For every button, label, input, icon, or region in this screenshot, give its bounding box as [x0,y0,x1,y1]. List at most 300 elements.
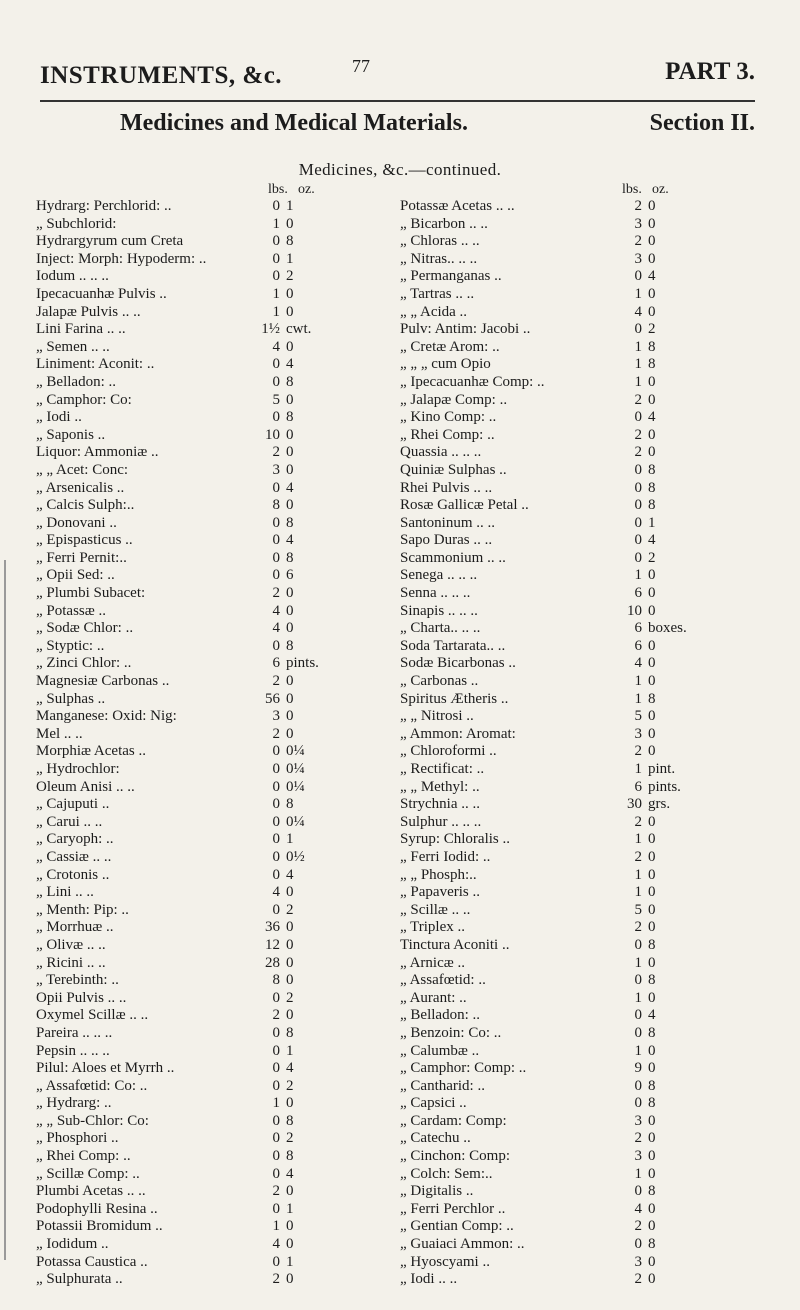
table-row [400,620,687,638]
item-lbs: 1 [634,356,642,373]
table-row [36,708,314,726]
item-name: „ Cassiæ .. .. [36,848,112,865]
item-lbs: 0 [272,373,280,390]
table-row [400,339,678,357]
table-row [400,849,678,867]
item-name: „ Donovani .. [36,514,117,531]
table-row [36,1113,314,1131]
item-lbs: 12 [265,936,280,953]
table-row [400,778,681,797]
table-row [36,304,314,322]
item-name: Sodæ Bicarbonas .. [400,655,516,672]
table-row [36,268,314,286]
table-row [400,497,678,515]
table-row [400,268,678,286]
item-lbs: 2 [634,743,642,760]
table-row [36,1236,314,1254]
section-label: Section II. [649,110,755,136]
table-row [400,726,678,744]
oz-unit-label: oz. [298,182,315,197]
item-name: „ Hyoscyami .. [400,1253,490,1270]
page-number: 77 [352,56,370,76]
header-part: PART 3. [665,58,755,85]
item-lbs: 4 [272,602,280,619]
item-lbs: 0 [272,1253,280,1270]
item-name: „ Jalapæ Comp: .. [400,391,508,408]
item-oz: 8 [648,936,656,953]
table-row [36,831,314,849]
item-oz: 0½ [286,848,305,865]
item-lbs: 2 [272,444,280,461]
item-lbs: 0 [272,1077,280,1094]
table-row [36,567,314,585]
table-row [36,743,314,761]
item-oz: 2 [286,1077,294,1094]
item-name: „ Aurant: .. [400,989,467,1006]
item-lbs: 0 [634,549,642,566]
item-lbs: 4 [272,1236,280,1253]
item-name: „ Semen .. .. [36,338,110,355]
item-lbs: 2 [634,1271,642,1288]
item-lbs: 0 [634,461,642,478]
item-oz: 4 [648,1007,656,1024]
item-name: „ Iodidum .. [36,1236,109,1253]
table-row [36,990,314,1008]
table-row [36,216,314,234]
page-edge-line [4,560,6,1260]
table-title: Medicines, &c.—continued. [298,160,502,179]
item-name: Quiniæ Sulphas .. [400,461,507,478]
item-oz: 4 [648,409,656,426]
item-name: „ „ Nitrosi .. [400,708,474,725]
table-row [400,251,678,269]
item-name: Santoninum .. .. [400,514,496,531]
item-lbs: 4 [634,303,642,320]
item-name: „ Arsenicalis .. [36,479,125,496]
item-oz: 0¼ [286,743,305,760]
table-row [36,427,314,445]
item-lbs: 1 [634,1042,642,1059]
item-name: Opii Pulvis .. .. [36,989,127,1006]
table-row [36,321,314,339]
item-lbs: 10 [265,426,280,443]
units-header [400,178,678,198]
table-row [36,655,319,673]
item-lbs: 2 [634,426,642,443]
table-row [400,814,678,832]
item-oz: pints. [648,778,681,795]
table-row [36,1025,314,1043]
item-oz: 4 [286,356,294,373]
item-name: „ Arnicæ .. [400,954,465,971]
table-row [36,867,314,885]
table-row [400,638,678,656]
item-lbs: 2 [634,813,642,830]
item-oz: 0 [286,497,294,514]
header-left-title: INSTRUMENTS, &c. [40,62,283,89]
item-lbs: 56 [265,690,280,707]
table-row [36,497,314,515]
table-row [36,356,314,374]
item-lbs: 5 [634,901,642,918]
page-subtitle: Medicines and Medical Materials. [120,110,468,136]
item-oz: 8 [648,356,656,373]
item-name: „ „ Methyl: .. [400,778,480,795]
item-lbs: 8 [272,972,280,989]
item-name: Plumbi Acetas .. .. [36,1183,146,1200]
item-oz: 0 [286,585,294,602]
item-name: Quassia .. .. .. [400,444,482,461]
item-oz: 1 [648,514,656,531]
item-oz: 0¼ [286,778,305,795]
table-row [400,356,678,374]
item-oz: 8 [286,1148,294,1165]
item-lbs: 2 [272,1183,280,1200]
item-lbs: 0 [272,848,280,865]
table-row [36,1130,314,1148]
table-row [400,1236,678,1254]
item-lbs: 28 [265,954,280,971]
item-lbs: 8 [272,497,280,514]
item-lbs: 3 [272,708,280,725]
table-row [400,761,678,779]
item-oz: 0 [286,1236,294,1253]
item-lbs: 2 [272,585,280,602]
item-name: Podophylli Resina .. [36,1200,158,1217]
item-oz: grs. [648,796,671,813]
table-row [36,1218,314,1236]
item-name: „ Hydrochlor: [36,761,120,777]
header-rule [40,100,755,102]
table-row [36,585,314,603]
item-name: „ Chloroformi .. [400,743,497,760]
item-oz: 2 [648,321,656,338]
item-oz: pints. [286,655,319,672]
table-row [36,532,314,550]
item-name: „ Ferri Iodid: .. [400,848,491,865]
item-lbs: 1 [272,1218,280,1235]
item-lbs: 0 [634,497,642,514]
item-name: „ Cardam: Comp: [400,1112,507,1129]
item-oz: 0¼ [286,813,305,830]
item-name: „ Lini .. .. [36,884,94,901]
table-row [400,585,678,603]
item-lbs: 4 [272,884,280,901]
item-name: Pepsin .. .. .. [36,1042,110,1059]
item-lbs: 0 [272,866,280,883]
item-name: „ Styptic: .. [36,637,105,654]
item-name: „ Sulphas .. [36,690,106,707]
item-name: „ Scillæ .. .. [400,901,471,918]
item-oz: 0 [648,426,656,443]
table-row [400,1148,678,1166]
item-oz: 8 [648,1024,656,1041]
item-name: „ Caryoph: .. [36,831,114,848]
table-row [36,638,314,656]
oz-unit-label: oz. [652,182,669,197]
units-header [36,178,314,198]
item-name: Morphiæ Acetas .. [36,743,146,760]
item-oz: 0 [286,919,294,936]
table-row [36,1201,314,1219]
item-lbs: 1 [634,884,642,901]
item-lbs: 1 [634,954,642,971]
item-lbs: 2 [634,444,642,461]
item-oz: 8 [648,972,656,989]
item-oz: 1 [286,1042,294,1059]
table-row [36,198,314,216]
item-name: „ Morrhuæ .. [36,919,114,936]
item-lbs: 0 [634,1077,642,1094]
item-oz: 0 [648,444,656,461]
item-oz: 0 [648,1112,656,1129]
table-row [36,814,314,832]
table-row [400,990,678,1008]
item-oz: 0 [286,1007,294,1024]
item-oz: 0 [648,901,656,918]
right-item-list [400,198,687,1289]
item-lbs: 0 [272,761,280,777]
item-lbs: 1 [272,215,280,232]
lbs-unit-label: lbs. [268,182,288,197]
item-name: „ Charta.. .. .. [400,620,481,637]
item-name: „ Hydrarg: .. [36,1095,112,1112]
item-oz: 0 [286,954,294,971]
item-name: „ „ Sub-Chlor: Co: [36,1112,149,1129]
table-row [400,1254,678,1272]
item-name: „ „ Acet: Conc: [36,461,129,478]
item-name: „ Opii Sed: .. [36,567,115,584]
item-lbs: 6 [634,778,642,795]
item-oz: 0 [286,391,294,408]
item-name: „ Zinci Chlor: .. [36,655,132,672]
item-lbs: 10 [627,602,642,619]
item-oz: 0 [648,954,656,971]
item-oz: 1 [286,1253,294,1270]
table-row [36,339,314,357]
item-lbs: 0 [272,409,280,426]
item-oz: pint. [648,761,676,777]
item-oz: 4 [648,268,656,285]
table-row [400,867,678,885]
item-oz: 0 [648,285,656,302]
item-oz: 0 [648,1271,656,1288]
item-oz: 4 [648,532,656,549]
table-row [400,321,678,339]
item-oz: 0 [286,708,294,725]
table-row [400,1130,678,1148]
item-name: „ Kino Comp: .. [400,409,497,426]
item-oz: 0 [286,303,294,320]
left-item-list [36,198,319,1289]
item-name: „ Guaiaci Ammon: .. [400,1236,525,1253]
item-name: „ Permanganas .. [400,268,502,285]
item-lbs: 0 [634,532,642,549]
table-row [400,1043,678,1061]
item-oz: 8 [286,1112,294,1129]
item-lbs: 0 [272,567,280,584]
item-oz: 0 [648,1218,656,1235]
item-name: „ Sulphurata .. [36,1271,123,1288]
item-oz: 0 [648,708,656,725]
table-row [36,1060,314,1078]
table-row [400,603,678,621]
item-name: „ Ferri Perchlor .. [400,1200,506,1217]
item-lbs: 0 [634,514,642,531]
item-lbs: 0 [634,1007,642,1024]
item-name: „ Cajuputi .. [36,796,110,813]
item-oz: 8 [286,637,294,654]
table-row [400,392,678,410]
item-oz: 1 [286,831,294,848]
item-lbs: 36 [265,919,280,936]
table-row [36,1043,314,1061]
item-oz: 8 [286,549,294,566]
item-name: „ Belladon: .. [400,1007,480,1024]
table-row [400,1218,678,1236]
table-row [400,691,678,709]
item-name: „ Nitras.. .. .. [400,250,478,267]
table-row [400,409,678,427]
table-row [400,480,678,498]
item-oz: 0 [648,831,656,848]
item-name: „ Subchlorid: [36,215,117,232]
item-name: „ Saponis .. [36,426,106,443]
item-name: Hydrarg: Perchlorid: .. [36,198,172,214]
item-oz: 4 [286,866,294,883]
item-lbs: 4 [272,620,280,637]
item-lbs: 0 [634,972,642,989]
item-name: Spiritus Ætheris .. [400,690,509,707]
table-row [36,955,314,973]
item-lbs: 6 [634,620,642,637]
table-row [400,655,678,673]
table-row [36,1078,314,1096]
item-name: Potassæ Acetas .. .. [400,198,515,214]
table-row [36,1166,314,1184]
item-name: „ Papaveris .. [400,884,480,901]
item-lbs: 0 [272,778,280,795]
table-row [36,515,314,533]
item-name: „ Chloras .. .. [400,233,480,250]
item-lbs: 3 [634,1253,642,1270]
item-name: Lini Farina .. .. [36,321,126,338]
item-name: Ipecacuanhæ Pulvis .. [36,285,167,302]
item-name: „ Calcis Sulph:.. [36,497,135,514]
item-lbs: 0 [272,1024,280,1041]
item-lbs: 2 [634,1130,642,1147]
item-name: „ Iodi .. [36,409,82,426]
item-name: Sapo Duras .. .. [400,532,493,549]
table-row [36,884,314,902]
table-row [400,1113,678,1131]
item-oz: 0 [648,1130,656,1147]
item-name: Mel .. .. [36,725,83,742]
table-row [400,304,678,322]
item-name: Rhei Pulvis .. .. [400,479,493,496]
table-row [400,919,678,937]
item-oz: 0 [286,215,294,232]
item-lbs: 0 [272,831,280,848]
item-name: „ Catechu .. [400,1130,471,1147]
table-row [400,515,678,533]
item-name: Tinctura Aconiti .. [400,936,510,953]
item-name: Pilul: Aloes et Myrrh .. [36,1060,175,1077]
item-lbs: 3 [272,461,280,478]
item-oz: 8 [648,479,656,496]
item-oz: 2 [286,268,294,285]
item-lbs: 0 [272,1165,280,1182]
item-name: Inject: Morph: Hypoderm: .. [36,250,207,267]
item-lbs: 2 [272,1271,280,1288]
table-row [400,796,678,814]
item-name: „ Benzoin: Co: .. [400,1024,502,1041]
item-lbs: 1 [634,673,642,690]
table-row [400,567,678,585]
item-oz: 1 [286,250,294,267]
right-column [400,178,687,1289]
item-oz: 0 [286,1095,294,1112]
item-oz: 0 [286,444,294,461]
item-oz: 0 [286,1271,294,1288]
item-lbs: 0 [272,989,280,1006]
item-lbs: 0 [272,250,280,267]
item-lbs: 0 [272,901,280,918]
table-row [400,286,678,304]
item-oz: 0 [648,215,656,232]
item-name: „ Terebinth: .. [36,972,119,989]
item-lbs: 0 [272,479,280,496]
item-name: Sinapis .. .. .. [400,602,478,619]
item-name: „ Scillæ Comp: .. [36,1165,140,1182]
item-oz: 6 [286,567,294,584]
table-row [400,1078,678,1096]
table-row [36,691,314,709]
table-row [36,550,314,568]
item-lbs: 3 [634,1112,642,1129]
item-oz: 4 [286,1165,294,1182]
item-name: Iodum .. .. .. [36,268,109,285]
item-oz: 1 [286,198,294,214]
item-oz: 0 [648,602,656,619]
table-row [400,216,678,234]
item-oz: 0 [648,813,656,830]
item-lbs: 5 [634,708,642,725]
item-lbs: 1 [634,866,642,883]
item-name: „ Rhei Comp: .. [36,1148,131,1165]
item-oz: 0 [648,1200,656,1217]
table-row [400,1060,678,1078]
table-row [400,233,678,251]
item-oz: 8 [286,1024,294,1041]
item-oz: 8 [286,796,294,813]
item-lbs: 3 [634,215,642,232]
item-oz: 0 [648,655,656,672]
item-lbs: 0 [634,936,642,953]
item-oz: 0 [648,233,656,250]
table-row [400,1025,678,1043]
item-lbs: 2 [634,919,642,936]
item-oz: 8 [286,409,294,426]
item-name: „ Ferri Pernit:.. [36,549,127,566]
table-row [36,462,314,480]
item-name: „ Carui .. .. [36,813,103,830]
item-lbs: 0 [634,268,642,285]
table-row [400,444,678,462]
item-oz: 2 [648,549,656,566]
item-oz: 0 [648,567,656,584]
item-name: „ Camphor: Co: [36,391,132,408]
